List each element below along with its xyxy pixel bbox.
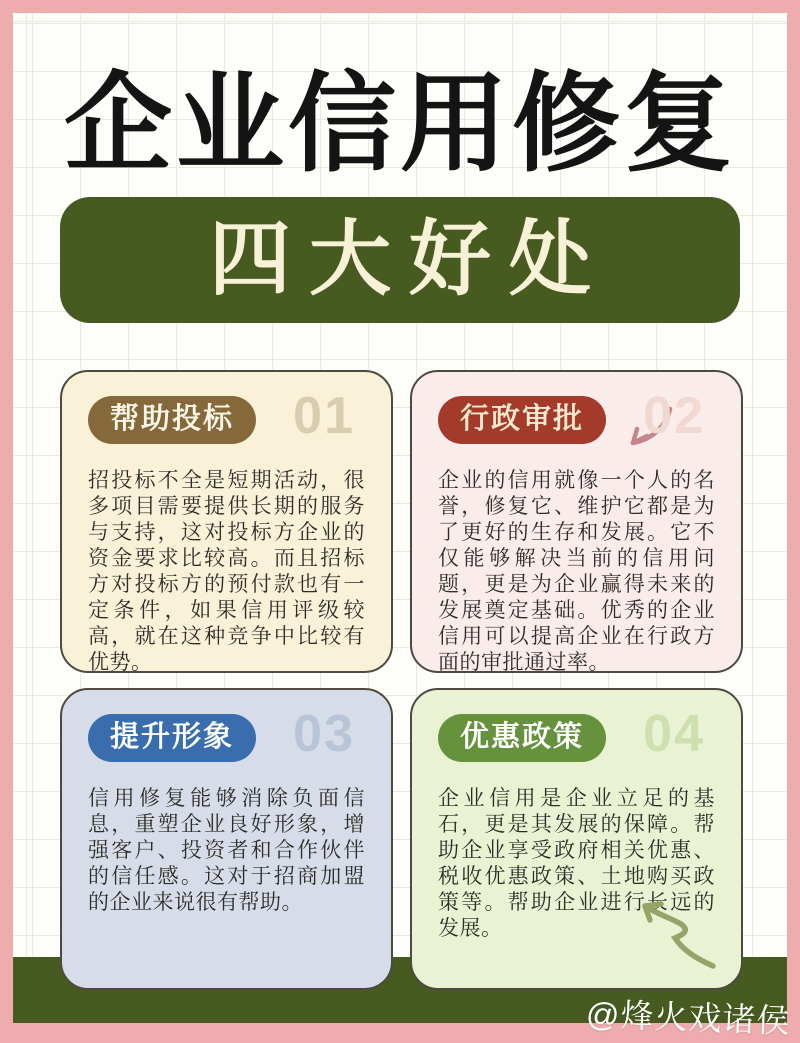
badge-improve-image: 提升形象 xyxy=(88,714,256,762)
page-title: 企业信用修复 xyxy=(63,63,736,184)
card-body-text: 企业的信用就像一个人的名誉，修复它、维护它都是为了更好的生存和发展。它不仅能够解决当前的信用问题，更是为企业赢得未来的发展奠定基础。优秀的企业信用可以提高企业在行政方面的审批通过率。 xyxy=(438,469,715,674)
badge-admin-approval: 行政审批 xyxy=(438,396,606,444)
card-number-01: 01 xyxy=(293,387,355,445)
banner-text: 四大好处 xyxy=(208,214,609,305)
card-head xyxy=(88,387,365,445)
card-help-bidding xyxy=(60,370,393,673)
card-head xyxy=(438,705,715,763)
card-head xyxy=(88,705,365,763)
card-body-text: 信用修复能够消除负面信息，重塑企业良好形象，增强客户、投资者和合作伙伴的信任感。这对于招商加盟的企业来说很有帮助。 xyxy=(88,787,365,914)
card-body-text: 招投标不全是短期活动，很多项目需要提供长期的服务与支持，这对投标方企业的资金要求比较高。而且招标方对投标方的预付款也有一定条件，如果信用评级较高，就在这种竞争中比较有优势。 xyxy=(88,469,365,674)
card-number-02: 02 xyxy=(643,387,705,445)
card-body-text: 企业信用是企业立足的基石，更是其发展的保障。帮助企业享受政府相关优惠、税收优惠政策、土地购买政策等。帮助企业进行长远的发展。 xyxy=(438,787,715,940)
card-number-03: 03 xyxy=(293,705,355,763)
graph-paper-panel xyxy=(13,13,787,1023)
card-improve-image xyxy=(60,688,393,990)
card-number-04: 04 xyxy=(643,705,705,763)
card-head xyxy=(438,387,715,445)
card-preferential-policy xyxy=(410,688,743,990)
banner-four-benefits xyxy=(60,197,740,323)
badge-help-bidding: 帮助投标 xyxy=(88,396,256,444)
watermark: @烽火戏诸侯 xyxy=(584,995,791,1040)
badge-preferential-policy: 优惠政策 xyxy=(438,714,606,762)
card-admin-approval xyxy=(410,370,743,673)
squiggly-arrow-icon xyxy=(619,882,723,974)
